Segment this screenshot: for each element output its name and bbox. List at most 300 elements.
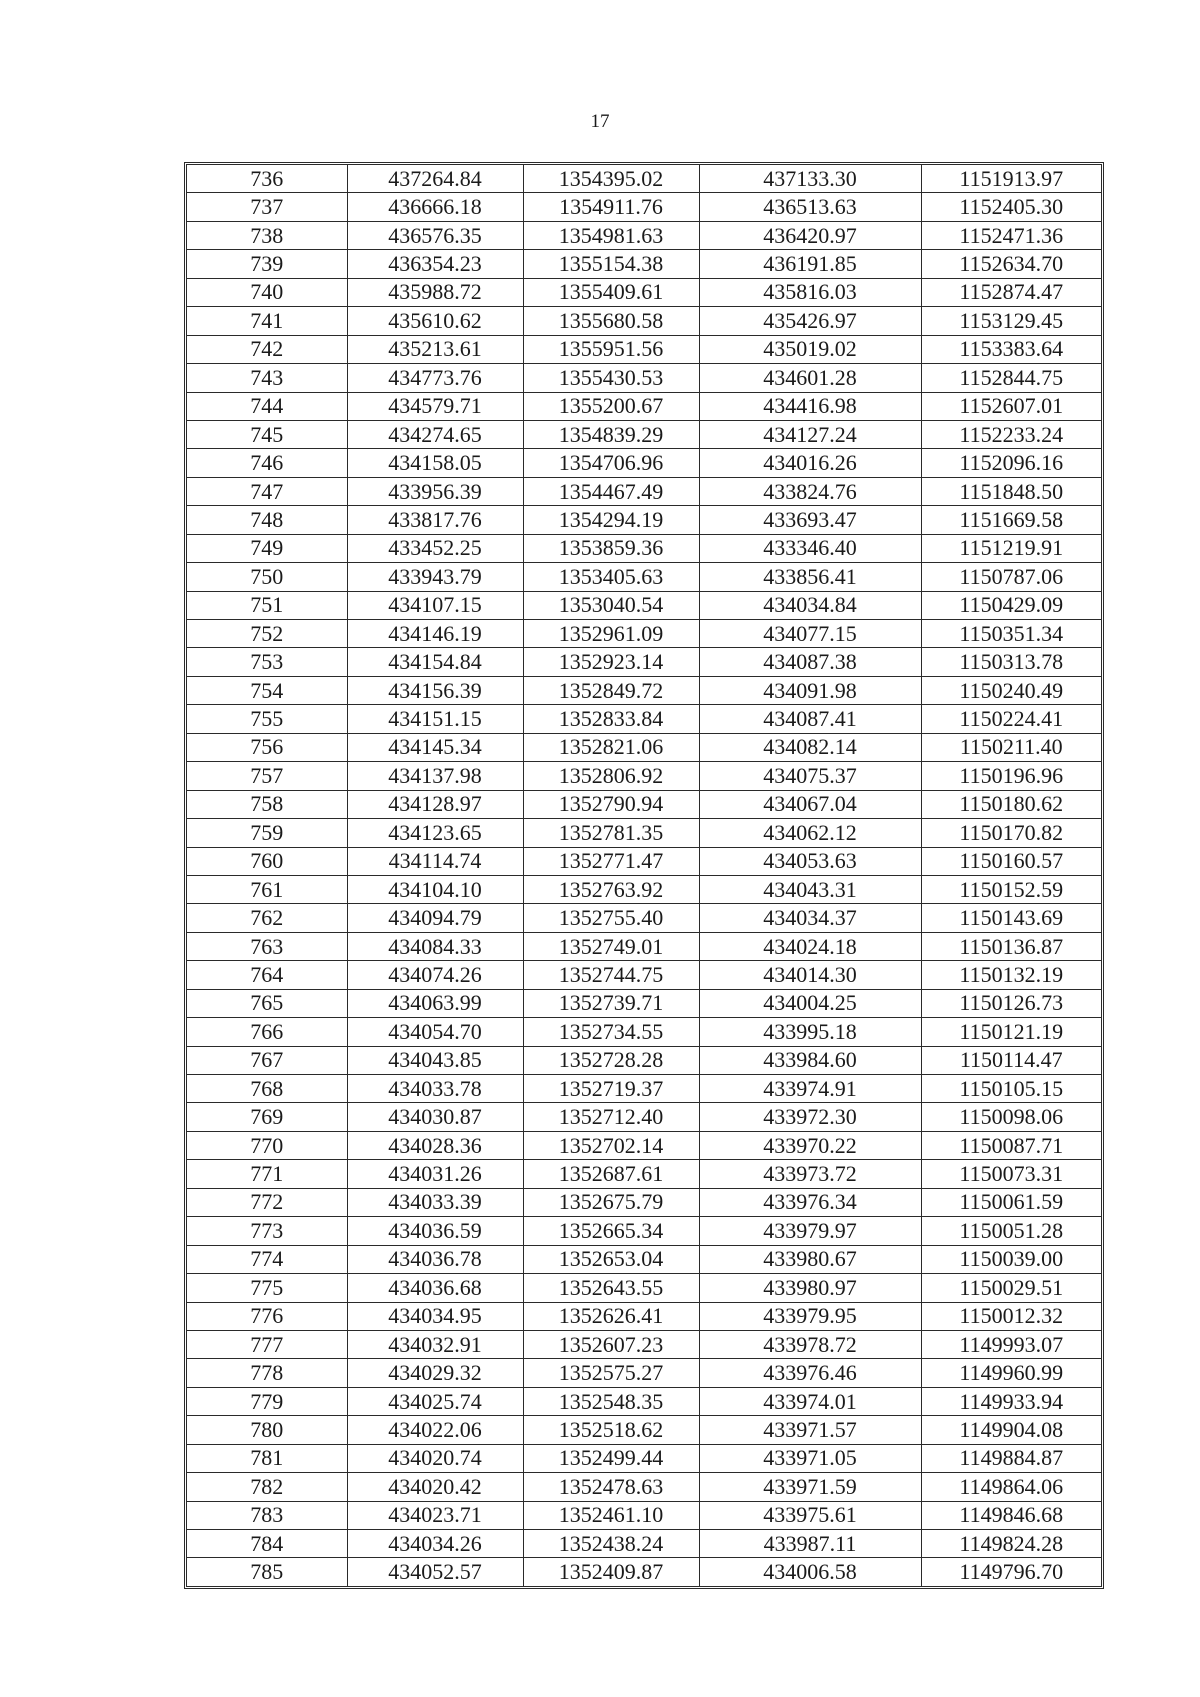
y2-cell: 1150211.40 bbox=[921, 733, 1101, 761]
x1-cell: 434054.70 bbox=[347, 1018, 523, 1046]
x1-cell: 434028.36 bbox=[347, 1131, 523, 1159]
x1-cell: 435610.62 bbox=[347, 307, 523, 335]
x2-cell: 433971.59 bbox=[699, 1473, 921, 1501]
y1-cell: 1352806.92 bbox=[523, 762, 699, 790]
point-number-cell: 768 bbox=[187, 1075, 347, 1103]
point-number-cell: 751 bbox=[187, 591, 347, 619]
point-number-cell: 782 bbox=[187, 1473, 347, 1501]
y1-cell: 1352790.94 bbox=[523, 790, 699, 818]
table-row bbox=[187, 477, 1101, 505]
table-row bbox=[187, 1160, 1101, 1188]
table-row bbox=[187, 250, 1101, 278]
y2-cell: 1152844.75 bbox=[921, 364, 1101, 392]
y2-cell: 1150073.31 bbox=[921, 1160, 1101, 1188]
point-number-cell: 771 bbox=[187, 1160, 347, 1188]
y1-cell: 1352763.92 bbox=[523, 875, 699, 903]
x1-cell: 433452.25 bbox=[347, 534, 523, 562]
x2-cell: 434014.30 bbox=[699, 961, 921, 989]
y2-cell: 1152233.24 bbox=[921, 420, 1101, 448]
point-number-cell: 783 bbox=[187, 1501, 347, 1529]
x2-cell: 434075.37 bbox=[699, 762, 921, 790]
x2-cell: 433976.34 bbox=[699, 1188, 921, 1216]
x1-cell: 434025.74 bbox=[347, 1387, 523, 1415]
x2-cell: 433975.61 bbox=[699, 1501, 921, 1529]
point-number-cell: 777 bbox=[187, 1330, 347, 1358]
y2-cell: 1150170.82 bbox=[921, 819, 1101, 847]
y1-cell: 1352607.23 bbox=[523, 1330, 699, 1358]
y2-cell: 1150143.69 bbox=[921, 904, 1101, 932]
table-row bbox=[187, 1075, 1101, 1103]
x1-cell: 434031.26 bbox=[347, 1160, 523, 1188]
point-number-cell: 744 bbox=[187, 392, 347, 420]
x2-cell: 434416.98 bbox=[699, 392, 921, 420]
coordinate-table-body bbox=[187, 165, 1101, 1586]
x2-cell: 434601.28 bbox=[699, 364, 921, 392]
x2-cell: 437133.30 bbox=[699, 165, 921, 193]
y1-cell: 1352719.37 bbox=[523, 1075, 699, 1103]
table-row bbox=[187, 733, 1101, 761]
x1-cell: 434151.15 bbox=[347, 705, 523, 733]
table-row bbox=[187, 648, 1101, 676]
table-row bbox=[187, 591, 1101, 619]
y1-cell: 1354395.02 bbox=[523, 165, 699, 193]
y1-cell: 1354911.76 bbox=[523, 193, 699, 221]
point-number-cell: 779 bbox=[187, 1387, 347, 1415]
y1-cell: 1352643.55 bbox=[523, 1274, 699, 1302]
y1-cell: 1352675.79 bbox=[523, 1188, 699, 1216]
x1-cell: 434036.78 bbox=[347, 1245, 523, 1273]
x2-cell: 433824.76 bbox=[699, 477, 921, 505]
x2-cell: 435019.02 bbox=[699, 335, 921, 363]
point-number-cell: 767 bbox=[187, 1046, 347, 1074]
y2-cell: 1150136.87 bbox=[921, 932, 1101, 960]
point-number-cell: 762 bbox=[187, 904, 347, 932]
table-row bbox=[187, 221, 1101, 249]
y1-cell: 1352728.28 bbox=[523, 1046, 699, 1074]
table-row bbox=[187, 1444, 1101, 1472]
table-row bbox=[187, 989, 1101, 1017]
y1-cell: 1352653.04 bbox=[523, 1245, 699, 1273]
y2-cell: 1150121.19 bbox=[921, 1018, 1101, 1046]
point-number-cell: 747 bbox=[187, 477, 347, 505]
table-row bbox=[187, 278, 1101, 306]
x1-cell: 434034.26 bbox=[347, 1530, 523, 1558]
x1-cell: 437264.84 bbox=[347, 165, 523, 193]
y1-cell: 1353859.36 bbox=[523, 534, 699, 562]
table-row bbox=[187, 676, 1101, 704]
table-row bbox=[187, 364, 1101, 392]
point-number-cell: 754 bbox=[187, 676, 347, 704]
y1-cell: 1352438.24 bbox=[523, 1530, 699, 1558]
y1-cell: 1352739.71 bbox=[523, 989, 699, 1017]
x2-cell: 435816.03 bbox=[699, 278, 921, 306]
y2-cell: 1149904.08 bbox=[921, 1416, 1101, 1444]
x2-cell: 433693.47 bbox=[699, 506, 921, 534]
point-number-cell: 775 bbox=[187, 1274, 347, 1302]
y2-cell: 1149864.06 bbox=[921, 1473, 1101, 1501]
table-row bbox=[187, 1188, 1101, 1216]
table-row bbox=[187, 875, 1101, 903]
y1-cell: 1352821.06 bbox=[523, 733, 699, 761]
x1-cell: 434020.74 bbox=[347, 1444, 523, 1472]
y2-cell: 1149846.68 bbox=[921, 1501, 1101, 1529]
x2-cell: 433987.11 bbox=[699, 1530, 921, 1558]
point-number-cell: 760 bbox=[187, 847, 347, 875]
table-row bbox=[187, 1330, 1101, 1358]
x1-cell: 434032.91 bbox=[347, 1330, 523, 1358]
y2-cell: 1152874.47 bbox=[921, 278, 1101, 306]
table-row bbox=[187, 534, 1101, 562]
table-row bbox=[187, 1416, 1101, 1444]
y1-cell: 1352702.14 bbox=[523, 1131, 699, 1159]
x2-cell: 433971.57 bbox=[699, 1416, 921, 1444]
y1-cell: 1352665.34 bbox=[523, 1217, 699, 1245]
point-number-cell: 765 bbox=[187, 989, 347, 1017]
y2-cell: 1151913.97 bbox=[921, 165, 1101, 193]
table-row bbox=[187, 449, 1101, 477]
y1-cell: 1353040.54 bbox=[523, 591, 699, 619]
y1-cell: 1352961.09 bbox=[523, 620, 699, 648]
y2-cell: 1150098.06 bbox=[921, 1103, 1101, 1131]
y1-cell: 1354706.96 bbox=[523, 449, 699, 477]
y1-cell: 1355430.53 bbox=[523, 364, 699, 392]
y2-cell: 1153129.45 bbox=[921, 307, 1101, 335]
y1-cell: 1352499.44 bbox=[523, 1444, 699, 1472]
table-row bbox=[187, 932, 1101, 960]
y2-cell: 1150039.00 bbox=[921, 1245, 1101, 1273]
table-row bbox=[187, 1245, 1101, 1273]
x2-cell: 434087.38 bbox=[699, 648, 921, 676]
y1-cell: 1355951.56 bbox=[523, 335, 699, 363]
point-number-cell: 780 bbox=[187, 1416, 347, 1444]
y2-cell: 1150114.47 bbox=[921, 1046, 1101, 1074]
page-number: 17 bbox=[590, 111, 610, 132]
x1-cell: 434156.39 bbox=[347, 676, 523, 704]
y2-cell: 1152471.36 bbox=[921, 221, 1101, 249]
point-number-cell: 741 bbox=[187, 307, 347, 335]
x2-cell: 434043.31 bbox=[699, 875, 921, 903]
y1-cell: 1355680.58 bbox=[523, 307, 699, 335]
point-number-cell: 776 bbox=[187, 1302, 347, 1330]
x2-cell: 433970.22 bbox=[699, 1131, 921, 1159]
y1-cell: 1355154.38 bbox=[523, 250, 699, 278]
x2-cell: 433995.18 bbox=[699, 1018, 921, 1046]
y2-cell: 1150105.15 bbox=[921, 1075, 1101, 1103]
y2-cell: 1152405.30 bbox=[921, 193, 1101, 221]
x1-cell: 434034.95 bbox=[347, 1302, 523, 1330]
x1-cell: 434579.71 bbox=[347, 392, 523, 420]
x2-cell: 434091.98 bbox=[699, 676, 921, 704]
x1-cell: 434030.87 bbox=[347, 1103, 523, 1131]
y2-cell: 1150351.34 bbox=[921, 620, 1101, 648]
y2-cell: 1150012.32 bbox=[921, 1302, 1101, 1330]
x2-cell: 434016.26 bbox=[699, 449, 921, 477]
y1-cell: 1352749.01 bbox=[523, 932, 699, 960]
x2-cell: 434004.25 bbox=[699, 989, 921, 1017]
y1-cell: 1355200.67 bbox=[523, 392, 699, 420]
y1-cell: 1354294.19 bbox=[523, 506, 699, 534]
point-number-cell: 769 bbox=[187, 1103, 347, 1131]
point-number-cell: 737 bbox=[187, 193, 347, 221]
x2-cell: 435426.97 bbox=[699, 307, 921, 335]
y2-cell: 1150240.49 bbox=[921, 676, 1101, 704]
point-number-cell: 743 bbox=[187, 364, 347, 392]
point-number-cell: 745 bbox=[187, 420, 347, 448]
x1-cell: 434773.76 bbox=[347, 364, 523, 392]
x2-cell: 434034.84 bbox=[699, 591, 921, 619]
x1-cell: 436576.35 bbox=[347, 221, 523, 249]
x1-cell: 434158.05 bbox=[347, 449, 523, 477]
y1-cell: 1352833.84 bbox=[523, 705, 699, 733]
point-number-cell: 759 bbox=[187, 819, 347, 847]
y1-cell: 1352626.41 bbox=[523, 1302, 699, 1330]
y1-cell: 1352849.72 bbox=[523, 676, 699, 704]
x1-cell: 435213.61 bbox=[347, 335, 523, 363]
x2-cell: 434062.12 bbox=[699, 819, 921, 847]
y2-cell: 1150224.41 bbox=[921, 705, 1101, 733]
x2-cell: 434077.15 bbox=[699, 620, 921, 648]
x1-cell: 434043.85 bbox=[347, 1046, 523, 1074]
y1-cell: 1354839.29 bbox=[523, 420, 699, 448]
x2-cell: 433972.30 bbox=[699, 1103, 921, 1131]
point-number-cell: 770 bbox=[187, 1131, 347, 1159]
point-number-cell: 773 bbox=[187, 1217, 347, 1245]
table-row bbox=[187, 1359, 1101, 1387]
x2-cell: 433971.05 bbox=[699, 1444, 921, 1472]
point-number-cell: 746 bbox=[187, 449, 347, 477]
y2-cell: 1150051.28 bbox=[921, 1217, 1101, 1245]
table-row bbox=[187, 1274, 1101, 1302]
table-row bbox=[187, 1473, 1101, 1501]
point-number-cell: 761 bbox=[187, 875, 347, 903]
y1-cell: 1352734.55 bbox=[523, 1018, 699, 1046]
x1-cell: 434033.39 bbox=[347, 1188, 523, 1216]
x1-cell: 434084.33 bbox=[347, 932, 523, 960]
y1-cell: 1352923.14 bbox=[523, 648, 699, 676]
y2-cell: 1150429.09 bbox=[921, 591, 1101, 619]
table-row bbox=[187, 705, 1101, 733]
x1-cell: 434154.84 bbox=[347, 648, 523, 676]
x2-cell: 434024.18 bbox=[699, 932, 921, 960]
y2-cell: 1150787.06 bbox=[921, 563, 1101, 591]
y1-cell: 1354467.49 bbox=[523, 477, 699, 505]
point-number-cell: 742 bbox=[187, 335, 347, 363]
x2-cell: 433974.01 bbox=[699, 1387, 921, 1415]
point-number-cell: 739 bbox=[187, 250, 347, 278]
x1-cell: 434107.15 bbox=[347, 591, 523, 619]
point-number-cell: 764 bbox=[187, 961, 347, 989]
table-row bbox=[187, 420, 1101, 448]
y2-cell: 1149884.87 bbox=[921, 1444, 1101, 1472]
y2-cell: 1149796.70 bbox=[921, 1558, 1101, 1586]
x1-cell: 434052.57 bbox=[347, 1558, 523, 1586]
x1-cell: 434128.97 bbox=[347, 790, 523, 818]
y1-cell: 1355409.61 bbox=[523, 278, 699, 306]
x2-cell: 433978.72 bbox=[699, 1330, 921, 1358]
x1-cell: 435988.72 bbox=[347, 278, 523, 306]
x2-cell: 433984.60 bbox=[699, 1046, 921, 1074]
x1-cell: 436354.23 bbox=[347, 250, 523, 278]
x2-cell: 434067.04 bbox=[699, 790, 921, 818]
point-number-cell: 748 bbox=[187, 506, 347, 534]
point-number-cell: 758 bbox=[187, 790, 347, 818]
point-number-cell: 757 bbox=[187, 762, 347, 790]
point-number-cell: 755 bbox=[187, 705, 347, 733]
x1-cell: 434094.79 bbox=[347, 904, 523, 932]
x1-cell: 434036.59 bbox=[347, 1217, 523, 1245]
y1-cell: 1352744.75 bbox=[523, 961, 699, 989]
y1-cell: 1352548.35 bbox=[523, 1387, 699, 1415]
point-number-cell: 753 bbox=[187, 648, 347, 676]
y1-cell: 1352461.10 bbox=[523, 1501, 699, 1529]
coordinate-table-frame bbox=[184, 162, 1104, 1589]
x1-cell: 434145.34 bbox=[347, 733, 523, 761]
y1-cell: 1352518.62 bbox=[523, 1416, 699, 1444]
y2-cell: 1150029.51 bbox=[921, 1274, 1101, 1302]
x2-cell: 433979.97 bbox=[699, 1217, 921, 1245]
point-number-cell: 750 bbox=[187, 563, 347, 591]
table-row bbox=[187, 620, 1101, 648]
y2-cell: 1151219.91 bbox=[921, 534, 1101, 562]
point-number-cell: 772 bbox=[187, 1188, 347, 1216]
y2-cell: 1149993.07 bbox=[921, 1330, 1101, 1358]
y2-cell: 1150126.73 bbox=[921, 989, 1101, 1017]
table-row bbox=[187, 1530, 1101, 1558]
y1-cell: 1352687.61 bbox=[523, 1160, 699, 1188]
x1-cell: 434036.68 bbox=[347, 1274, 523, 1302]
y2-cell: 1152634.70 bbox=[921, 250, 1101, 278]
table-row bbox=[187, 392, 1101, 420]
x1-cell: 433943.79 bbox=[347, 563, 523, 591]
point-number-cell: 736 bbox=[187, 165, 347, 193]
x1-cell: 434023.71 bbox=[347, 1501, 523, 1529]
x2-cell: 433973.72 bbox=[699, 1160, 921, 1188]
point-number-cell: 763 bbox=[187, 932, 347, 960]
table-row bbox=[187, 1302, 1101, 1330]
point-number-cell: 781 bbox=[187, 1444, 347, 1472]
x2-cell: 436191.85 bbox=[699, 250, 921, 278]
point-number-cell: 749 bbox=[187, 534, 347, 562]
x1-cell: 434274.65 bbox=[347, 420, 523, 448]
table-row bbox=[187, 1046, 1101, 1074]
x1-cell: 434123.65 bbox=[347, 819, 523, 847]
x2-cell: 433976.46 bbox=[699, 1359, 921, 1387]
x1-cell: 434063.99 bbox=[347, 989, 523, 1017]
x2-cell: 434087.41 bbox=[699, 705, 921, 733]
x1-cell: 434029.32 bbox=[347, 1359, 523, 1387]
x1-cell: 434022.06 bbox=[347, 1416, 523, 1444]
point-number-cell: 752 bbox=[187, 620, 347, 648]
table-row bbox=[187, 506, 1101, 534]
table-row bbox=[187, 1217, 1101, 1245]
point-number-cell: 756 bbox=[187, 733, 347, 761]
y1-cell: 1352781.35 bbox=[523, 819, 699, 847]
table-row bbox=[187, 819, 1101, 847]
table-row bbox=[187, 1018, 1101, 1046]
y2-cell: 1150196.96 bbox=[921, 762, 1101, 790]
x2-cell: 433979.95 bbox=[699, 1302, 921, 1330]
x2-cell: 433346.40 bbox=[699, 534, 921, 562]
table-row bbox=[187, 165, 1101, 193]
y2-cell: 1149933.94 bbox=[921, 1387, 1101, 1415]
y1-cell: 1352755.40 bbox=[523, 904, 699, 932]
x2-cell: 433980.97 bbox=[699, 1274, 921, 1302]
x2-cell: 436513.63 bbox=[699, 193, 921, 221]
y1-cell: 1354981.63 bbox=[523, 221, 699, 249]
y2-cell: 1150160.57 bbox=[921, 847, 1101, 875]
y2-cell: 1150087.71 bbox=[921, 1131, 1101, 1159]
table-row bbox=[187, 1103, 1101, 1131]
x2-cell: 433974.91 bbox=[699, 1075, 921, 1103]
x2-cell: 436420.97 bbox=[699, 221, 921, 249]
x2-cell: 434006.58 bbox=[699, 1558, 921, 1586]
coordinate-table bbox=[187, 165, 1101, 1586]
y2-cell: 1149960.99 bbox=[921, 1359, 1101, 1387]
x1-cell: 436666.18 bbox=[347, 193, 523, 221]
x2-cell: 434082.14 bbox=[699, 733, 921, 761]
table-row bbox=[187, 1131, 1101, 1159]
table-row bbox=[187, 307, 1101, 335]
table-row bbox=[187, 904, 1101, 932]
x1-cell: 433956.39 bbox=[347, 477, 523, 505]
y1-cell: 1352478.63 bbox=[523, 1473, 699, 1501]
point-number-cell: 785 bbox=[187, 1558, 347, 1586]
x1-cell: 434104.10 bbox=[347, 875, 523, 903]
table-row bbox=[187, 335, 1101, 363]
y1-cell: 1352575.27 bbox=[523, 1359, 699, 1387]
table-row bbox=[187, 193, 1101, 221]
y1-cell: 1353405.63 bbox=[523, 563, 699, 591]
x2-cell: 434127.24 bbox=[699, 420, 921, 448]
table-row bbox=[187, 1558, 1101, 1586]
x1-cell: 434020.42 bbox=[347, 1473, 523, 1501]
y2-cell: 1150152.59 bbox=[921, 875, 1101, 903]
point-number-cell: 740 bbox=[187, 278, 347, 306]
x1-cell: 434137.98 bbox=[347, 762, 523, 790]
table-row bbox=[187, 961, 1101, 989]
y2-cell: 1150313.78 bbox=[921, 648, 1101, 676]
table-row bbox=[187, 762, 1101, 790]
point-number-cell: 774 bbox=[187, 1245, 347, 1273]
y2-cell: 1151669.58 bbox=[921, 506, 1101, 534]
y2-cell: 1150180.62 bbox=[921, 790, 1101, 818]
x2-cell: 433856.41 bbox=[699, 563, 921, 591]
y2-cell: 1150132.19 bbox=[921, 961, 1101, 989]
point-number-cell: 784 bbox=[187, 1530, 347, 1558]
point-number-cell: 766 bbox=[187, 1018, 347, 1046]
y2-cell: 1152607.01 bbox=[921, 392, 1101, 420]
table-row bbox=[187, 563, 1101, 591]
y2-cell: 1152096.16 bbox=[921, 449, 1101, 477]
y1-cell: 1352712.40 bbox=[523, 1103, 699, 1131]
x1-cell: 433817.76 bbox=[347, 506, 523, 534]
y2-cell: 1150061.59 bbox=[921, 1188, 1101, 1216]
table-row bbox=[187, 1387, 1101, 1415]
x2-cell: 434034.37 bbox=[699, 904, 921, 932]
y2-cell: 1151848.50 bbox=[921, 477, 1101, 505]
x1-cell: 434074.26 bbox=[347, 961, 523, 989]
x1-cell: 434033.78 bbox=[347, 1075, 523, 1103]
x1-cell: 434114.74 bbox=[347, 847, 523, 875]
x2-cell: 434053.63 bbox=[699, 847, 921, 875]
y1-cell: 1352771.47 bbox=[523, 847, 699, 875]
point-number-cell: 778 bbox=[187, 1359, 347, 1387]
y1-cell: 1352409.87 bbox=[523, 1558, 699, 1586]
y2-cell: 1153383.64 bbox=[921, 335, 1101, 363]
table-row bbox=[187, 847, 1101, 875]
y2-cell: 1149824.28 bbox=[921, 1530, 1101, 1558]
x2-cell: 433980.67 bbox=[699, 1245, 921, 1273]
